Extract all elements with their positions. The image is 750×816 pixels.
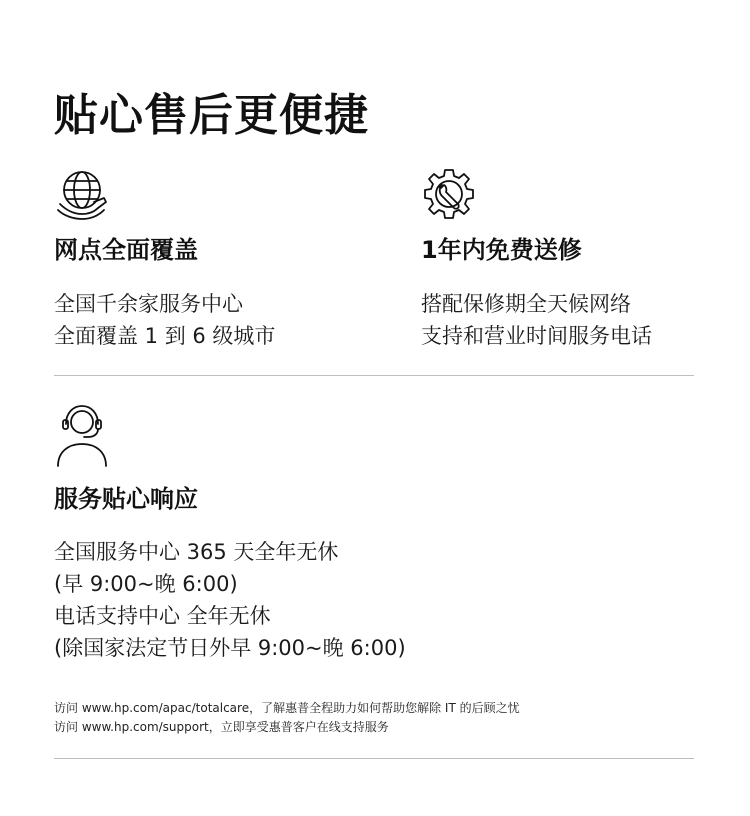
feature-support-line: 电话支持中心 全年无休 (54, 604, 271, 628)
feature-coverage-lines (54, 288, 275, 352)
feature-support-line: (早 9:00~晚 6:00) (54, 572, 238, 596)
headset-person-icon (54, 402, 110, 458)
feature-coverage (54, 166, 110, 222)
feature-warranty-title: 1年内免费送修 (421, 236, 582, 264)
feature-support (54, 402, 110, 458)
feature-support-title: 服务贴心响应 (54, 485, 198, 513)
footer-note: 访问 www.hp.com/support，立即享受惠普客户在线支持服务 (54, 720, 389, 734)
footer-notes (54, 699, 520, 737)
feature-coverage-line: 全国千余家服务中心 (54, 292, 243, 316)
feature-warranty-lines (421, 288, 652, 352)
gear-wrench-icon (421, 166, 477, 222)
feature-coverage-line: 全面覆盖 1 到 6 级城市 (54, 324, 276, 348)
footer-note: 访问 www.hp.com/apac/totalcare，了解惠普全程助力如何帮助您解除 IT 的后顾之忧 (54, 701, 520, 715)
feature-support-line: (除国家法定节日外早 9:00~晚 6:00) (54, 636, 406, 660)
feature-support-line: 全国服务中心 365 天全年无休 (54, 540, 339, 564)
feature-coverage-title: 网点全面覆盖 (54, 236, 198, 264)
feature-warranty-line: 支持和营业时间服务电话 (421, 324, 652, 348)
feature-warranty (421, 166, 477, 222)
globe-hands-icon (54, 166, 110, 222)
page-title: 贴心售后更便捷 (54, 90, 369, 141)
divider (54, 758, 694, 759)
divider (54, 375, 694, 376)
feature-support-lines (54, 536, 406, 664)
feature-warranty-line: 搭配保修期全天候网络 (421, 292, 631, 316)
